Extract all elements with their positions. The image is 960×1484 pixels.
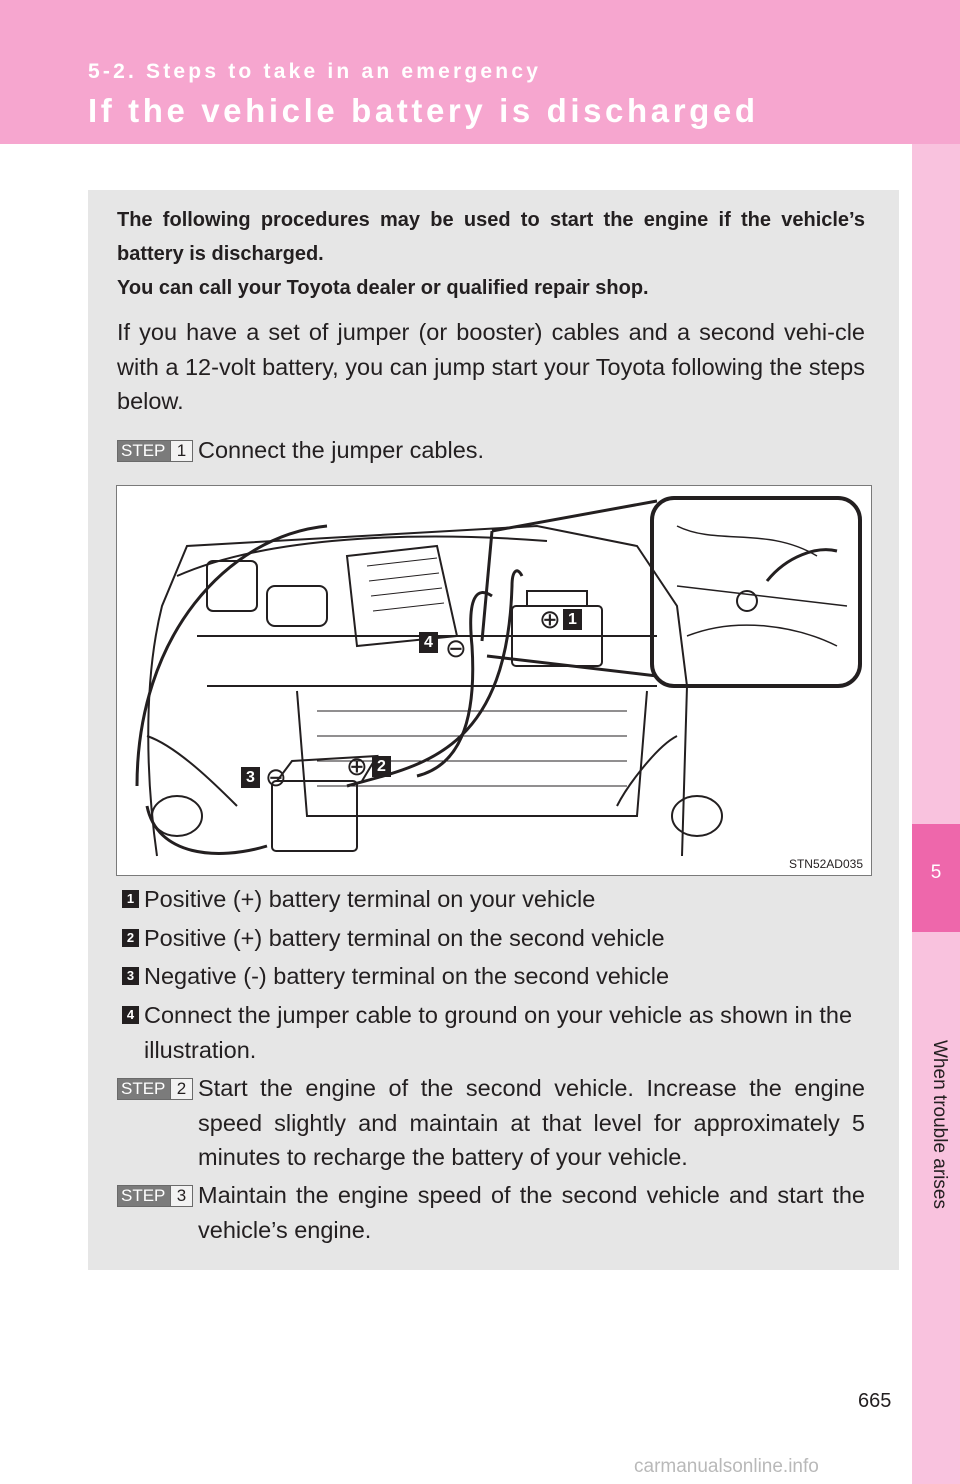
- jump-start-illustration: [116, 485, 872, 876]
- engine-bay-drawing: [117, 486, 871, 875]
- body-paragraph: If you have a set of jumper (or booster) cables and a second vehi-cle with a 12-volt battery, you can jump start your Toyota following the steps below.: [117, 319, 865, 414]
- plus-symbol-2: ⊕: [346, 751, 368, 781]
- callout-4: 4: [419, 632, 438, 653]
- callout-1: 1: [563, 609, 582, 630]
- step-2-text: Start the engine of the second vehicle. Increase the engine speed slightly and maintain at that level for approximately 5 minutes to recharge the battery of your vehicle.: [198, 1075, 865, 1170]
- minus-symbol-4: ⊖: [445, 633, 467, 663]
- chapter-side-tab: [912, 144, 960, 1484]
- legend-text-1: Positive (+) battery terminal on your vehicle: [144, 886, 596, 912]
- step-3-text: Maintain the engine speed of the second vehicle and start the vehicle’s engine.: [198, 1182, 865, 1243]
- chapter-title: When trouble arises: [929, 1040, 950, 1209]
- watermark: carmanualsonline.info: [634, 1456, 819, 1477]
- step-3-badge: STEP 3: [117, 1185, 193, 1207]
- callout-2: 2: [372, 756, 391, 777]
- page-number: 665: [858, 1390, 892, 1412]
- legend-number-4: 4: [122, 1006, 139, 1024]
- legend-text-3: Negative (-) battery terminal on the second vehicle: [144, 963, 670, 989]
- legend-number-1: 1: [122, 890, 139, 908]
- intro-text: [117, 203, 865, 305]
- step-1-text: Connect the jumper cables.: [198, 437, 485, 463]
- figure-code: STN52AD035: [788, 857, 863, 871]
- legend-number-3: 3: [122, 967, 139, 985]
- intro-line-2: You can call your Toyota dealer or qualified repair shop.: [117, 277, 649, 299]
- step-2-badge: STEP 2: [117, 1078, 193, 1100]
- callout-3: 3: [241, 767, 260, 788]
- step-1-badge: STEP 1: [117, 440, 193, 462]
- minus-symbol-3: ⊖: [265, 762, 287, 792]
- chapter-number: 5: [930, 862, 942, 883]
- section-label: 5-2. Steps to take in an emergency: [88, 60, 542, 83]
- intro-line-1: The following procedures may be used to start the engine if the vehicle’s battery is discharged.: [117, 209, 865, 265]
- page-title: If the vehicle battery is discharged: [88, 92, 759, 129]
- legend-text-2: Positive (+) battery terminal on the second vehicle: [144, 925, 665, 951]
- header-bar: [0, 0, 960, 144]
- plus-symbol-1: ⊕: [539, 604, 561, 634]
- legend-text-4: Connect the jumper cable to ground on your vehicle as shown in the illustration.: [144, 1002, 853, 1063]
- legend-number-2: 2: [122, 929, 139, 947]
